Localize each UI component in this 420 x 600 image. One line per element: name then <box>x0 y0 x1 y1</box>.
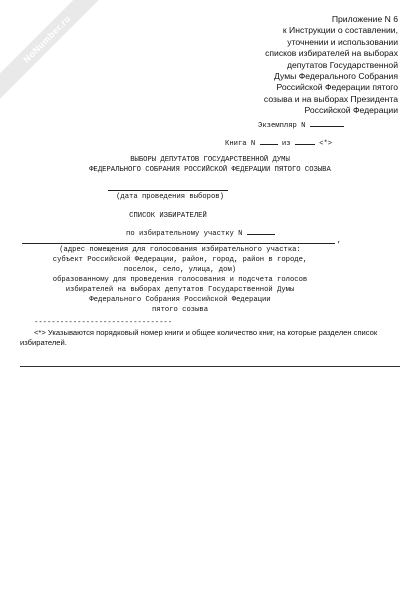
footnote-text: <*> Указываются порядковый номер книги и общее количество книг, на которые разделен список избирателей. <box>20 328 378 347</box>
copy-number-blank <box>310 126 344 127</box>
address-body-line: избирателей на выборах депутатов Государственной Думы <box>65 286 295 294</box>
district-number-blank <box>247 234 275 235</box>
district-label: по избирательному участку N <box>126 230 243 238</box>
appendix-line: Российской Федерации пятого <box>276 82 398 93</box>
election-title-line2: ФЕДЕРАЛЬНОГО СОБРАНИЯ РОССИЙСКОЙ ФЕДЕРАЦИИ ПЯТОГО СОЗЫВА <box>89 166 331 174</box>
list-title: СПИСОК ИЗБИРАТЕЛЕЙ <box>129 212 207 220</box>
watermark-text: NoNumber.ru <box>21 13 73 65</box>
address-comma: , <box>337 237 342 245</box>
address-hint-line: поселок, село, улица, дом) <box>123 266 237 274</box>
address-body-line: пятого созыва <box>151 306 209 314</box>
footnote-marker: <*> <box>319 140 333 148</box>
footnote <box>20 328 400 348</box>
copy-number-label: Экземпляр N <box>258 122 306 130</box>
election-title-line1: ВЫБОРЫ ДЕПУТАТОВ ГОСУДАРСТВЕННОЙ ДУМЫ <box>130 156 290 164</box>
address-hint-line: (адрес помещения для голосования избирательного участка: <box>59 246 301 254</box>
address-body-line: Федерального Собрания Российской Федерации <box>89 296 271 304</box>
election-date-blank <box>108 190 228 191</box>
copy-number-row <box>258 121 344 131</box>
bottom-rule <box>20 366 400 367</box>
appendix-header <box>178 14 398 117</box>
appendix-line: списков избирателей на выборах <box>265 48 398 59</box>
address-blank <box>22 243 335 244</box>
book-number-blank <box>260 144 278 145</box>
appendix-line: Думы Федерального Собрания <box>274 71 398 82</box>
appendix-line: Приложение N 6 <box>331 14 398 24</box>
address-body-line: образованному для проведения голосования и подсчета голосов <box>52 276 308 284</box>
appendix-line: уточнении и использовании <box>287 36 398 47</box>
address-hint-line: субъект Российской Федерации, район, город, район в городе, <box>52 256 308 264</box>
election-date-hint: (дата проведения выборов) <box>116 193 224 201</box>
district-row <box>126 229 275 239</box>
watermark-ribbon <box>0 0 113 105</box>
appendix-line: созыва и на выборах Президента <box>263 93 398 104</box>
appendix-line: Российской Федерации <box>304 105 398 116</box>
appendix-line: к Инструкции о составлении, <box>282 25 398 36</box>
footnote-separator: -------------------------------- <box>34 319 173 327</box>
book-of-label: из <box>281 140 291 148</box>
book-total-blank <box>295 144 315 145</box>
appendix-line: депутатов Государственной <box>286 59 398 70</box>
book-number-row <box>225 139 332 149</box>
book-number-label: Книга N <box>225 140 256 148</box>
